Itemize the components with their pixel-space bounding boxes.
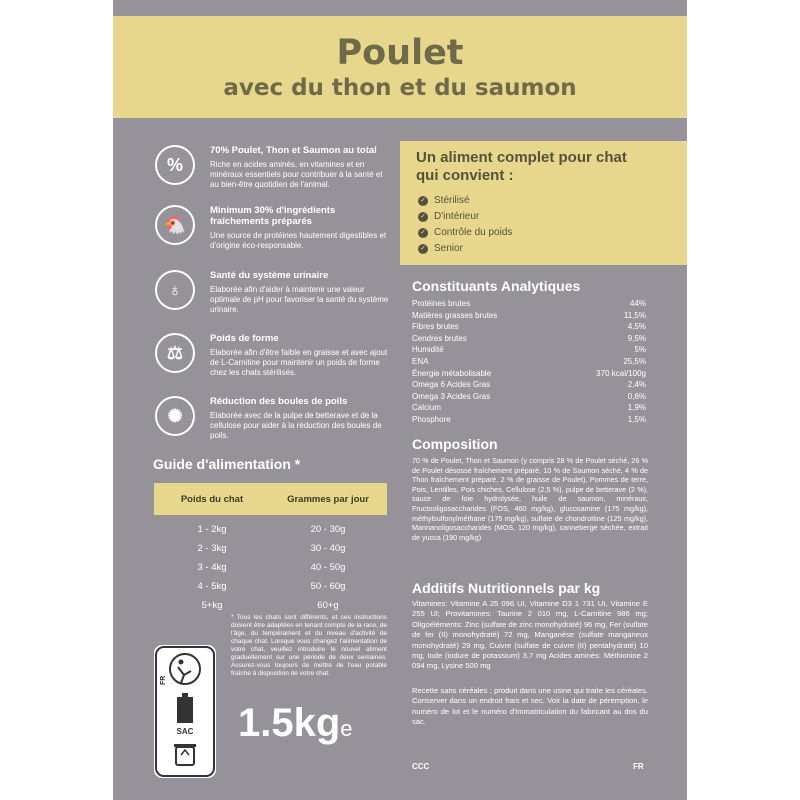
table-row: ENA 25,5% [412,356,646,366]
table-row: Fibres brutes 4,5% [412,322,646,332]
check-icon: ✓ [418,244,428,254]
estimated-sign: e [340,716,353,741]
feature-title: 70% Poulet, Thon et Saumon au total [210,145,377,156]
suitable-box [400,141,687,265]
suitable-title: Un aliment complet pour chat qui convient : [416,149,627,184]
table-row: 5+kg 60+g [201,600,339,611]
storage-note: Recette sans céréales ; produit dans une usine qui traite les céréales. Conserver dans un endroit frais et sec. Voir la date de péremption, le numéro de lot et le numéro d'immatriculation du fabricant au dos du sac. [412,686,648,727]
table-row: 3 - 4kg 40 - 50g [197,562,346,573]
list-item: ✓ Contrôle du poids [418,225,687,241]
feature-desc: Elaborée avec de la pulpe de betterave et de la cellulose pour aider à la réduction des boules de poils. [210,411,382,440]
net-weight: 1.5kge [238,701,353,745]
footer-country: FR [633,762,644,771]
product-label [113,0,687,800]
table-row: Omega 3 Acides Gras 0,6% [412,391,646,401]
percent-icon: % [155,145,195,185]
feature-desc: Une source de protéines hautement digestibles et d'origine éco-responsable. [210,231,387,250]
table-row: Matières grasses brutes 11,5% [412,310,646,320]
bladder-icon: ♁ [155,270,195,310]
composition-title: Composition [412,436,498,452]
table-row: Calcium 1,9% [412,403,646,413]
analytical-title: Constituants Analytiques [412,278,581,294]
table-row: Cendres brutes 9,5% [412,333,646,343]
recycling-badge [154,645,216,778]
feature-title: Réduction des boules de poils [210,396,348,407]
feature-desc: Elaborée afin d'aider à maintenir une valeur optimale de pH pour favoriser la santé du système urinaire. [210,285,389,314]
scale-icon: ⚖ [155,333,195,373]
list-item: ✓ D'intérieur [418,209,687,225]
table-header: Poids du chat Grammes par jour [154,483,387,515]
recycling-icon [154,645,216,778]
analytical-table [412,298,646,426]
feeding-note: * Tous les chats sont différents, et ces instructions doivent être adaptées en tenant compte de la race, de l'âge, du tempérament et du niveau d'activité de chaque chat. Lorsque vous changez l'alimentation de votre chat, veuillez introduire le nouvel aliment graduellement sur une période de deux semaines. Assurez-vous toujours de mettre de l'eau potable fraîche à disposition de votre chat. [231,614,387,677]
table-row: Omega 6 Acides Gras 2,4% [412,380,646,390]
list-item: ✓ Stérilisé [418,193,687,209]
hairball-icon: ✺ [155,396,195,436]
product-title: Poulet [336,33,464,73]
feature-title: Minimum 30% d'ingrédients fraîchements préparés [210,205,336,227]
table-row: Humidité 5% [412,345,646,355]
table-row: Phosphore 1,5% [412,414,646,424]
check-icon: ✓ [418,228,428,238]
table-row: 1 - 2kg 20 - 30g [197,524,346,535]
badge-label: SAC [176,727,194,736]
table-row: Protéines brutes 44% [412,299,646,308]
table-row: 2 - 3kg 30 - 40g [197,543,346,554]
table-row: Énergie métabolisable 370 kcal/100g [412,368,646,378]
chicken-icon: 🐔 [155,205,195,245]
list-item: ✓ Senior [418,241,687,257]
table-row: 4 - 5kg 50 - 60g [197,581,346,592]
composition-text: 70 % de Poulet, Thon et Saumon (y compris 28 % de Poulet séché, 26 % de Poulet désossé fraîchement préparé, 10 % de Saumon séché, 4 % de Thon fraîchement préparé, 2 % de graisse de Poulet), Pommes de terre, Pois, Lentilles, Pois chiches, Cellulose (2,5 %), pulpe de betterave (2 %), sauce de foie hydrolysée, huile de saumon, minéraux, Fructooligosaccharides (FOS, 460 mg/kg), glucosamine (175 mg/kg), méthylsulfonylméthane (175 mg/kg), sulfate de chondroïtine (125 mg/kg), Mannanoligosaccharides (MOS, 120 mg/kg), canneberge séchée, extrait de yucca (190 mg/kg) [412,456,648,542]
suitable-list [418,193,687,257]
additives-title: Additifs Nutritionnels par kg [412,580,601,596]
feeding-table [154,483,387,615]
feeding-title: Guide d'alimentation * [153,456,301,472]
feature-title: Poids de forme [210,333,279,344]
footer-code: CCC [412,762,430,771]
check-icon: ✓ [418,212,428,222]
title-banner [113,16,687,118]
check-icon: ✓ [418,196,428,206]
additives-text: Vitamines: Vitamine A 25 096 UI, Vitamine D3 1 731 UI, Vitamine E 255 UI; Provitamines: Taurine 2 010 mg, L-Carnitine 986 mg; Oligoéléments: Zinc (sulfate de zinc monohydraté) 96 mg, Fer (sulfate de fer (II) monohydraté) 72 mg, Manganèse (sulfate manganeux monohydraté) 29 mg, Cuivre (sulfate de cuivre (II) pentahydraté) 10 mg, Iode (iodure de potassium) 3,7 mg Acides aminés: Méthionine 2 094 mg, Lysine 500 mg [412,599,648,671]
badge-country: FR [160,675,167,685]
feature-desc: Riche en acides aminés, en vitamines et en minéraux essentiels pour contribuer à la santé et au bien-être quotidien de l'animal. [210,160,383,189]
feature-title: Santé du système urinaire [210,270,329,281]
product-subtitle: avec du thon et du saumon [223,75,577,101]
feature-desc: Elaborée afin d'être faible en graisse et avec ajout de L-Carnitine pour maintenir un poids de forme chez les chats stérilisés. [210,348,388,377]
